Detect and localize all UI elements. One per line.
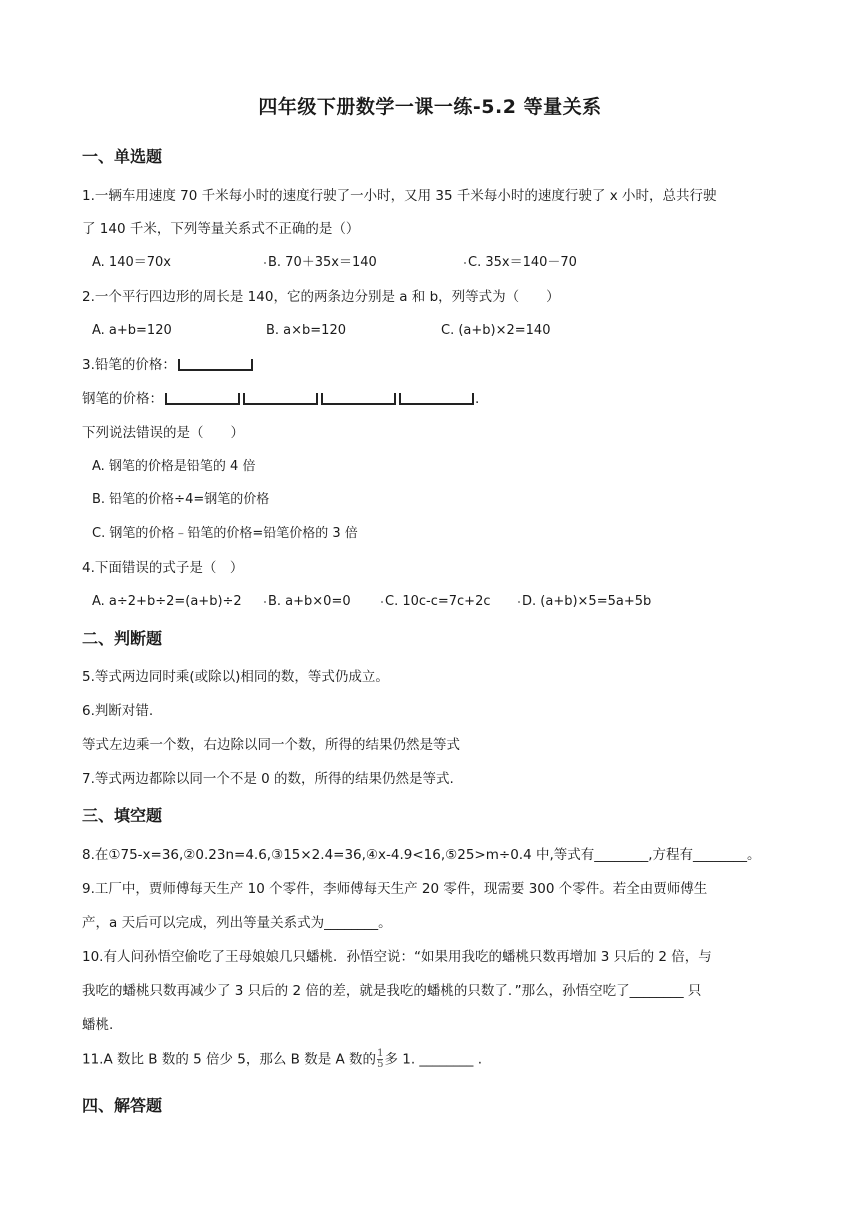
q8-text: 8.在①75-x=36,②0.23n=4.6,③15×2.4=36,④x-4.9<16,⑤25>m÷0.4 中,等式有________,方程有________。: [82, 847, 761, 863]
pen-segment-icon: [243, 392, 319, 406]
q11-text: [82, 1049, 482, 1070]
q10-text-line2: 我吃的蟠桃只数再减少了 3 只后的 2 倍的差，就是我吃的蟠桃的只数了．”那么，孙悟空吃了________ 只: [82, 983, 702, 999]
q2-option-c: C. (a+b)×2=140: [441, 323, 551, 338]
q3-pen-label: 钢笔的价格：: [82, 391, 163, 407]
option-marker-icon: [264, 262, 266, 264]
q9-text-line1: 9.工厂中，贾师傅每天生产 10 个零件，李师傅每天生产 20 零件，现需要 300 个零件。若全由贾师傅生: [82, 881, 708, 897]
q1-option-c: [464, 253, 577, 273]
q4-option-d: [518, 592, 651, 612]
q3-pencil-row: [82, 355, 254, 375]
q7-text: 7.等式两边都除以同一个不是 0 的数，所得的结果仍然是等式.: [82, 771, 454, 787]
q9-text-line2: 产，a 天后可以完成，列出等量关系式为________。: [82, 915, 392, 931]
option-marker-icon: [518, 601, 520, 603]
q6-text-line1: 6.判断对错.: [82, 703, 154, 719]
q11-text-before: 11.A 数比 B 数的 5 倍少 5，那么 B 数是 A 数的: [82, 1051, 377, 1068]
q3-option-b: B. 铅笔的价格÷4=钢笔的价格: [92, 492, 270, 507]
option-marker-icon: [381, 601, 383, 603]
q3-option-c: C. 钢笔的价格﹣铅笔的价格=铅笔价格的 3 倍: [92, 526, 358, 541]
q1-option-b: [264, 253, 377, 273]
q1-text-line1: 1.一辆车用速度 70 千米每小时的速度行驶了一小时，又用 35 千米每小时的速度行驶了 x 小时，总共行驶: [82, 188, 717, 204]
page-title: 四年级下册数学一课一练-5.2 等量关系: [258, 96, 602, 118]
option-marker-icon: [264, 601, 266, 603]
pen-segment-icon: [399, 392, 475, 406]
q1-text-line2: 了 140 千米，下列等量关系式不正确的是（）: [82, 221, 360, 237]
q3-pen-end: .: [475, 391, 480, 407]
q4-option-b-text: B. a+b×0=0: [268, 594, 351, 609]
pen-segment-icon: [321, 392, 397, 406]
fraction-one-fifth: [377, 1049, 383, 1070]
q1-option-b-text: B. 70＋35x＝140: [268, 255, 377, 270]
q4-option-b: [264, 592, 351, 612]
q10-text-line3: 蟠桃.: [82, 1017, 114, 1033]
option-marker-icon: [464, 262, 466, 264]
q4-option-a: A. a÷2+b÷2=(a+b)÷2: [92, 594, 242, 609]
q10-text-line1: 10.有人问孙悟空偷吃了王母娘娘几只蟠桃．孙悟空说：“如果用我吃的蟠桃只数再增加 3 只后的 2 倍，与: [82, 949, 712, 965]
q3-pencil-label: 3.铅笔的价格：: [82, 357, 176, 373]
q1-option-a: A. 140＝70x: [92, 255, 171, 270]
q6-text-line2: 等式左边乘一个数，右边除以同一个数，所得的结果仍然是等式: [82, 737, 460, 753]
q4-option-c-text: C. 10c-c=7c+2c: [385, 594, 491, 609]
q1-option-c-text: C. 35x＝140－70: [468, 255, 577, 270]
pencil-segment-icon: [178, 358, 254, 372]
q3-option-a: A. 钢笔的价格是铅笔的 4 倍: [92, 459, 256, 474]
q2-option-a: A. a+b=120: [92, 323, 172, 338]
q3-pen-row: [82, 389, 479, 409]
q4-text: 4.下面错误的式子是（ ）: [82, 560, 244, 576]
fraction-numerator: 1: [377, 1048, 384, 1059]
section-heading-answer: 四、解答题: [82, 1096, 163, 1115]
section-heading-true-false: 二、判断题: [82, 629, 163, 648]
q2-option-b: B. a×b=120: [266, 323, 346, 338]
pen-segment-icon: [165, 392, 241, 406]
q2-text: 2.一个平行四边形的周长是 140，它的两条边分别是 a 和 b，列等式为（ ）: [82, 289, 560, 305]
q4-option-d-text: D. (a+b)×5=5a+5b: [522, 594, 652, 609]
q11-text-after: 多 1. ________ .: [384, 1051, 482, 1068]
q4-option-c: [381, 592, 491, 612]
section-heading-fill-blank: 三、填空题: [82, 806, 163, 825]
section-heading-single-choice: 一、单选题: [82, 147, 163, 166]
fraction-denominator: 5: [377, 1059, 384, 1070]
q5-text: 5.等式两边同时乘(或除以)相同的数，等式仍成立。: [82, 669, 389, 685]
q3-prompt: 下列说法错误的是（ ）: [82, 425, 244, 441]
